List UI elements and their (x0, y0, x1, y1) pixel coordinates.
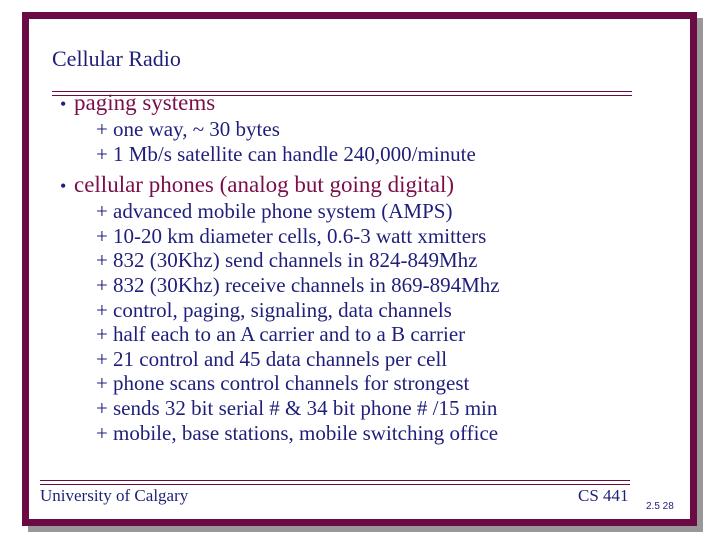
footer-rule-bottom (40, 484, 630, 485)
sub-item-text: phone scans control channels for strongest (113, 371, 470, 396)
sub-item (60, 273, 660, 298)
bullet-block-cellular (60, 172, 660, 445)
plus-marker: + (96, 420, 108, 445)
bullet-marker: • (60, 94, 67, 114)
plus-marker: + (96, 346, 108, 371)
sub-item-text: 10-20 km diameter cells, 0.6-3 watt xmitters (113, 223, 487, 248)
sub-item (60, 421, 660, 446)
sub-item-text: one way, ~ 30 bytes (113, 117, 280, 141)
bullet-text: paging systems (74, 90, 216, 115)
sub-item (60, 396, 660, 421)
bullet-text: cellular phones (analog but going digital) (74, 172, 455, 198)
sub-item-text: mobile, base stations, mobile switching office (113, 420, 499, 445)
sub-item (60, 371, 660, 396)
bullet-item (60, 90, 660, 117)
sub-item-text: 1 Mb/s satellite can handle 240,000/minute (113, 141, 476, 166)
sub-item (60, 117, 660, 142)
bullet-block-paging (60, 90, 660, 166)
sub-item (60, 142, 660, 167)
sub-item (60, 298, 660, 323)
plus-marker: + (96, 272, 108, 297)
plus-marker: + (96, 141, 108, 166)
sub-item-text: sends 32 bit serial # & 34 bit phone # /15 min (113, 395, 498, 420)
plus-marker: + (96, 322, 108, 347)
sub-item-text: 21 control and 45 data channels per cell (113, 346, 448, 371)
page-number: 2.5 28 (646, 501, 674, 512)
sub-item (60, 224, 660, 249)
footer-institution: University of Calgary (40, 486, 189, 505)
plus-marker: + (96, 117, 108, 141)
plus-marker: + (96, 248, 108, 273)
sub-item-text: 832 (30Khz) receive channels in 869-894Mhz (113, 272, 500, 297)
plus-marker: + (96, 199, 108, 224)
plus-marker: + (96, 395, 108, 420)
sub-item-text: control, paging, signaling, data channels (113, 297, 452, 322)
sub-item (60, 347, 660, 372)
sub-item-text: 832 (30Khz) send channels in 824-849Mhz (113, 248, 478, 273)
sub-item (60, 322, 660, 347)
bullet-item (60, 172, 660, 199)
plus-marker: + (96, 223, 108, 248)
bullet-marker: • (60, 176, 67, 197)
footer-rule-top (40, 480, 630, 481)
sub-item (60, 248, 660, 273)
sub-item-text: half each to an A carrier and to a B carrier (113, 322, 466, 347)
plus-marker: + (96, 371, 108, 396)
plus-marker: + (96, 297, 108, 322)
bullet-list (60, 90, 660, 451)
sub-item (60, 199, 660, 224)
footer-course: CS 441 (578, 486, 629, 505)
sub-item-text: advanced mobile phone system (AMPS) (113, 199, 453, 224)
slide-title: Cellular Radio (52, 46, 181, 71)
